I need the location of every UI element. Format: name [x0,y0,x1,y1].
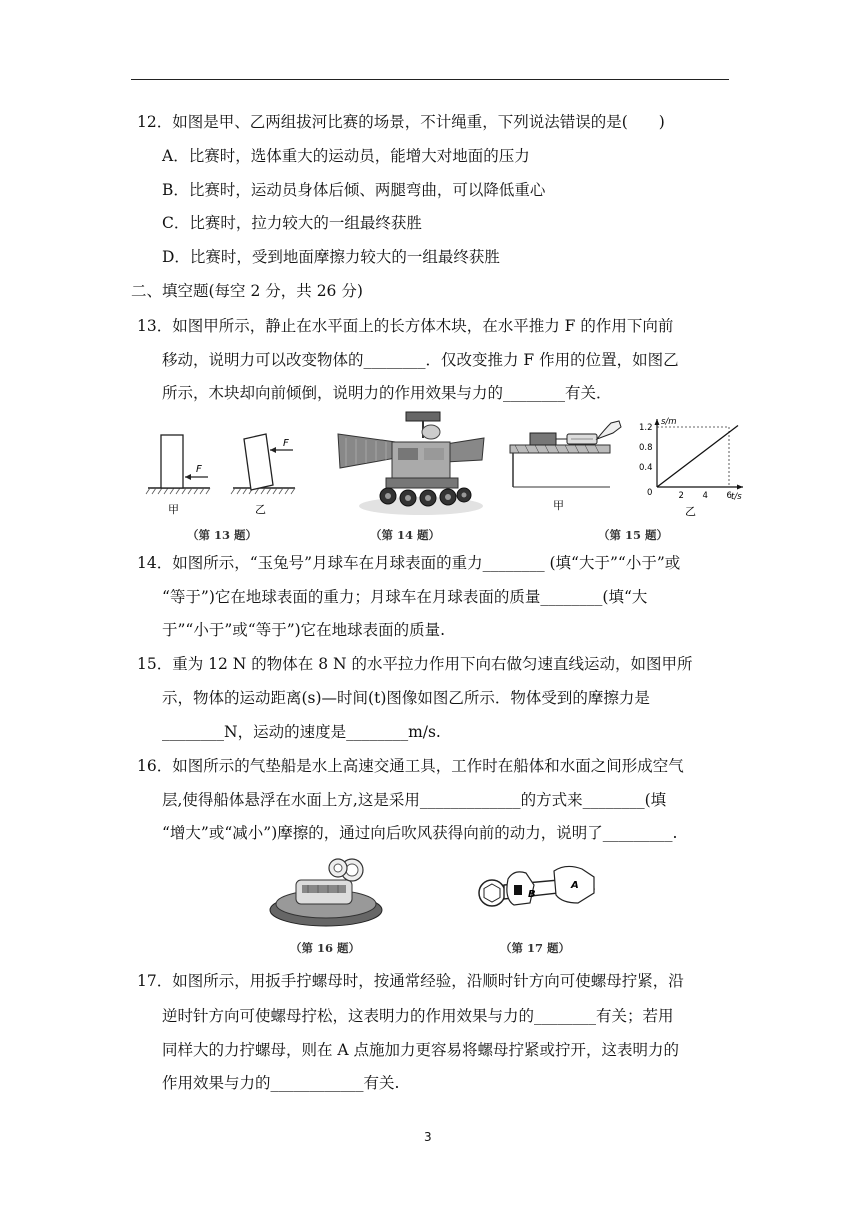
y-tick-label: 1.2 [639,423,653,433]
x-axis-label: t/s [731,492,742,502]
q15-line2: 示，物体的运动距离(s)—时间(t)图像如图乙所示．物体受到的摩擦力是 [162,689,650,707]
q15-line3: ________N，运动的速度是________m/s. [162,723,441,741]
q17-line3: 同样大的力拧螺母，则在 A 点施加力更容易将螺母拧紧或拧开，这表明力的 [162,1041,680,1059]
q12-stem: 12．如图是甲、乙两组拔河比赛的场景，不计绳重，下列说法错误的是( ) [137,113,665,131]
q14-line2: “等于”)它在地球表面的重力；月球车在月球表面的质量________(填“大 [162,588,648,606]
fig14-lunar-rover [336,410,486,520]
page-number: 3 [424,1130,432,1144]
q17-line2: 逆时针方向可使螺母拧松，这表明力的作用效果与力的________有关；若用 [162,1007,674,1025]
fig13-sub-jia: 甲 [168,503,179,516]
q16-line2: 层,使得船体悬浮在水面上方,这是采用_____________的方式来________(填 [162,791,667,809]
fig15-sub-jia: 甲 [553,499,564,512]
header-rule [131,79,729,80]
wrench-point-a-label: A [571,880,579,891]
origin-label: 0 [647,488,653,498]
y-axis-label: s/m [661,417,677,427]
fig17-caption: （第 17 题） [500,941,571,955]
fig13-force-label-2: F [283,438,289,449]
fig13-sub-yi: 乙 [255,503,266,516]
q17-line4: 作用效果与力的____________有关. [162,1074,400,1092]
q16-line3: “增大”或“减小”)摩擦的，通过向后吹风获得向前的动力，说明了_________. [162,824,678,842]
x-tick-label: 2 [678,491,684,501]
fig13-caption: （第 13 题） [187,528,258,542]
fig13-force-label-1: F [196,464,202,475]
q12-option-d: D．比赛时，受到地面摩擦力较大的一组最终获胜 [162,248,500,266]
fig15-caption: （第 15 题） [598,528,669,542]
fig14-caption: （第 14 题） [370,528,441,542]
q15-line1: 15．重为 12 N 的物体在 8 N 的水平拉力作用下向右做匀速直线运动，如图甲所 [137,655,693,673]
fig16-caption: （第 16 题） [290,941,361,955]
q13-line3: 所示，木块却向前倾倒，说明力的作用效果与力的________有关． [162,384,612,402]
x-tick-label: 4 [702,491,708,501]
fig13-block-diagram [140,425,300,520]
wrench-point-b-label: B [528,889,536,900]
fig16-hovercraft [268,852,384,930]
fig17-wrench [470,855,605,930]
q14-line1: 14．如图所示，“玉兔号”月球车在月球表面的重力________ (填“大于”“小于”或 [137,554,681,572]
fig15-sub-yi: 乙 [685,505,696,518]
y-tick-label: 0.4 [639,463,653,473]
q12-option-b: B．比赛时，运动员身体后倾、两腿弯曲，可以降低重心 [162,181,546,199]
q14-line3: 于”“小于”或“等于”)它在地球表面的质量. [162,621,446,639]
y-tick-label: 0.8 [639,443,653,453]
section-title: 二、填空题(每空 2 分，共 26 分) [131,282,363,300]
fig15-st-graph [635,415,750,520]
q12-option-a: A．比赛时，选体重大的运动员，能增大对地面的压力 [162,147,530,165]
q17-line1: 17．如图所示，用扳手拧螺母时，按通常经验，沿顺时针方向可使螺母拧紧，沿 [137,972,684,990]
q13-line2: 移动，说明力可以改变物体的________．仅改变推力 F 作用的位置，如图乙 [162,351,679,369]
q16-line1: 16．如图所示的气垫船是水上高速交通工具，工作时在船体和水面之间形成空气 [137,757,684,775]
series-line [657,426,738,488]
q13-line1: 13．如图甲所示，静止在水平面上的长方体木块，在水平推力 F 的作用下向前 [137,317,674,335]
q12-option-c: C．比赛时，拉力较大的一组最终获胜 [162,214,422,232]
fig15-pulling-setup [505,415,625,515]
x-tick-label: 6 [726,491,732,501]
